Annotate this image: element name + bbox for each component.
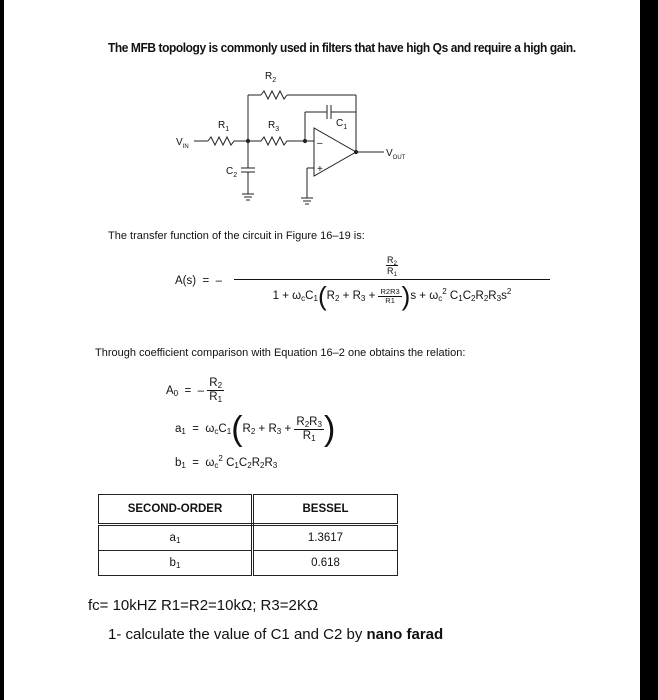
table-header-row — [99, 495, 398, 525]
task-text: 1- calculate the value of C1 and C2 by nano farad — [108, 626, 444, 643]
c2-label: C — [226, 166, 234, 177]
table-row — [99, 525, 398, 551]
task-emphasis: nano farad — [366, 626, 444, 643]
r1-label: R — [218, 120, 226, 131]
opamp-plus: + — [317, 164, 323, 175]
table-cell-value: 1.3617 — [253, 525, 398, 551]
svg-text:VOUT: $V_{OUT}$ — [386, 148, 406, 161]
r2-resistor — [261, 91, 287, 99]
svg-text:C2: $C_2$ — [226, 166, 238, 179]
tf-lhs: A(s) = – — [175, 275, 222, 287]
svg-text:R1: $R_1$ — [218, 120, 230, 133]
vout-label: V — [386, 148, 393, 159]
table-row — [99, 551, 398, 576]
r3-label: R — [268, 120, 276, 131]
table-cell-label: $b_1$ — [99, 551, 253, 576]
document-page — [4, 0, 640, 700]
given-values: fc= 10kHZ R1=R2=10kΩ; R3=2KΩ — [88, 597, 319, 614]
vin-label: V — [176, 137, 183, 148]
table-header-second-order: SECOND-ORDER — [99, 495, 253, 525]
r3-resistor — [248, 137, 305, 145]
heading-text: The MFB topology is commonly used in filters that have high Qs and require a high gain. — [108, 40, 576, 55]
r1-resistor — [208, 137, 234, 145]
table-cell-value: 0.618 — [253, 551, 398, 576]
a1-equation: $a_1 = \omega_cC_1(R_2 + R_3$ + $\frac{R_2R_3}{R_1}$ ) — [175, 410, 336, 448]
c1-label: C — [336, 118, 344, 129]
table-cell-label: $a_1$ — [99, 525, 253, 551]
mfb-circuit-diagram — [162, 68, 422, 218]
svg-text:R3: $R_3$ — [268, 120, 280, 133]
tf-denominator: $1 + \omega_cC_1(R_2 + R_3$ + $\frac{R2R3}{R1}$ )$s + \omega_c^2$ $C_1C_2R_2R_3s^2$ — [272, 281, 512, 311]
opamp-minus: – — [317, 138, 323, 149]
tf-fraction: $R_2$ $R_1$ $1 + \omega_cC_1(R_2 + R_3$ + $\frac{R2R3}{R1}$ )$s + \omega_c^2$ $C_1C_2R_2R_3s^2$ — [234, 255, 550, 309]
transfer-function-intro: The transfer function of the circuit in Figure 16–19 is: — [108, 230, 365, 242]
svg-text:VIN: $V_{IN}$ — [176, 137, 189, 150]
svg-text:C1: $C_1$ — [336, 118, 348, 131]
table-header-bessel: BESSEL — [253, 495, 398, 525]
svg-text:R2: $R_2$ — [265, 71, 277, 84]
coefficient-intro: Through coefficient comparison with Equation 16–2 one obtains the relation: — [95, 347, 466, 359]
a0-equation: $A_0$ = – $\frac{R_2}{R_1}$ — [166, 377, 223, 404]
r2-label: R — [265, 71, 273, 82]
coefficient-table — [98, 494, 398, 576]
b1-equation: $b_1 = \omega_c^2$ $C_1C_2R_2R_3$ — [175, 454, 278, 470]
